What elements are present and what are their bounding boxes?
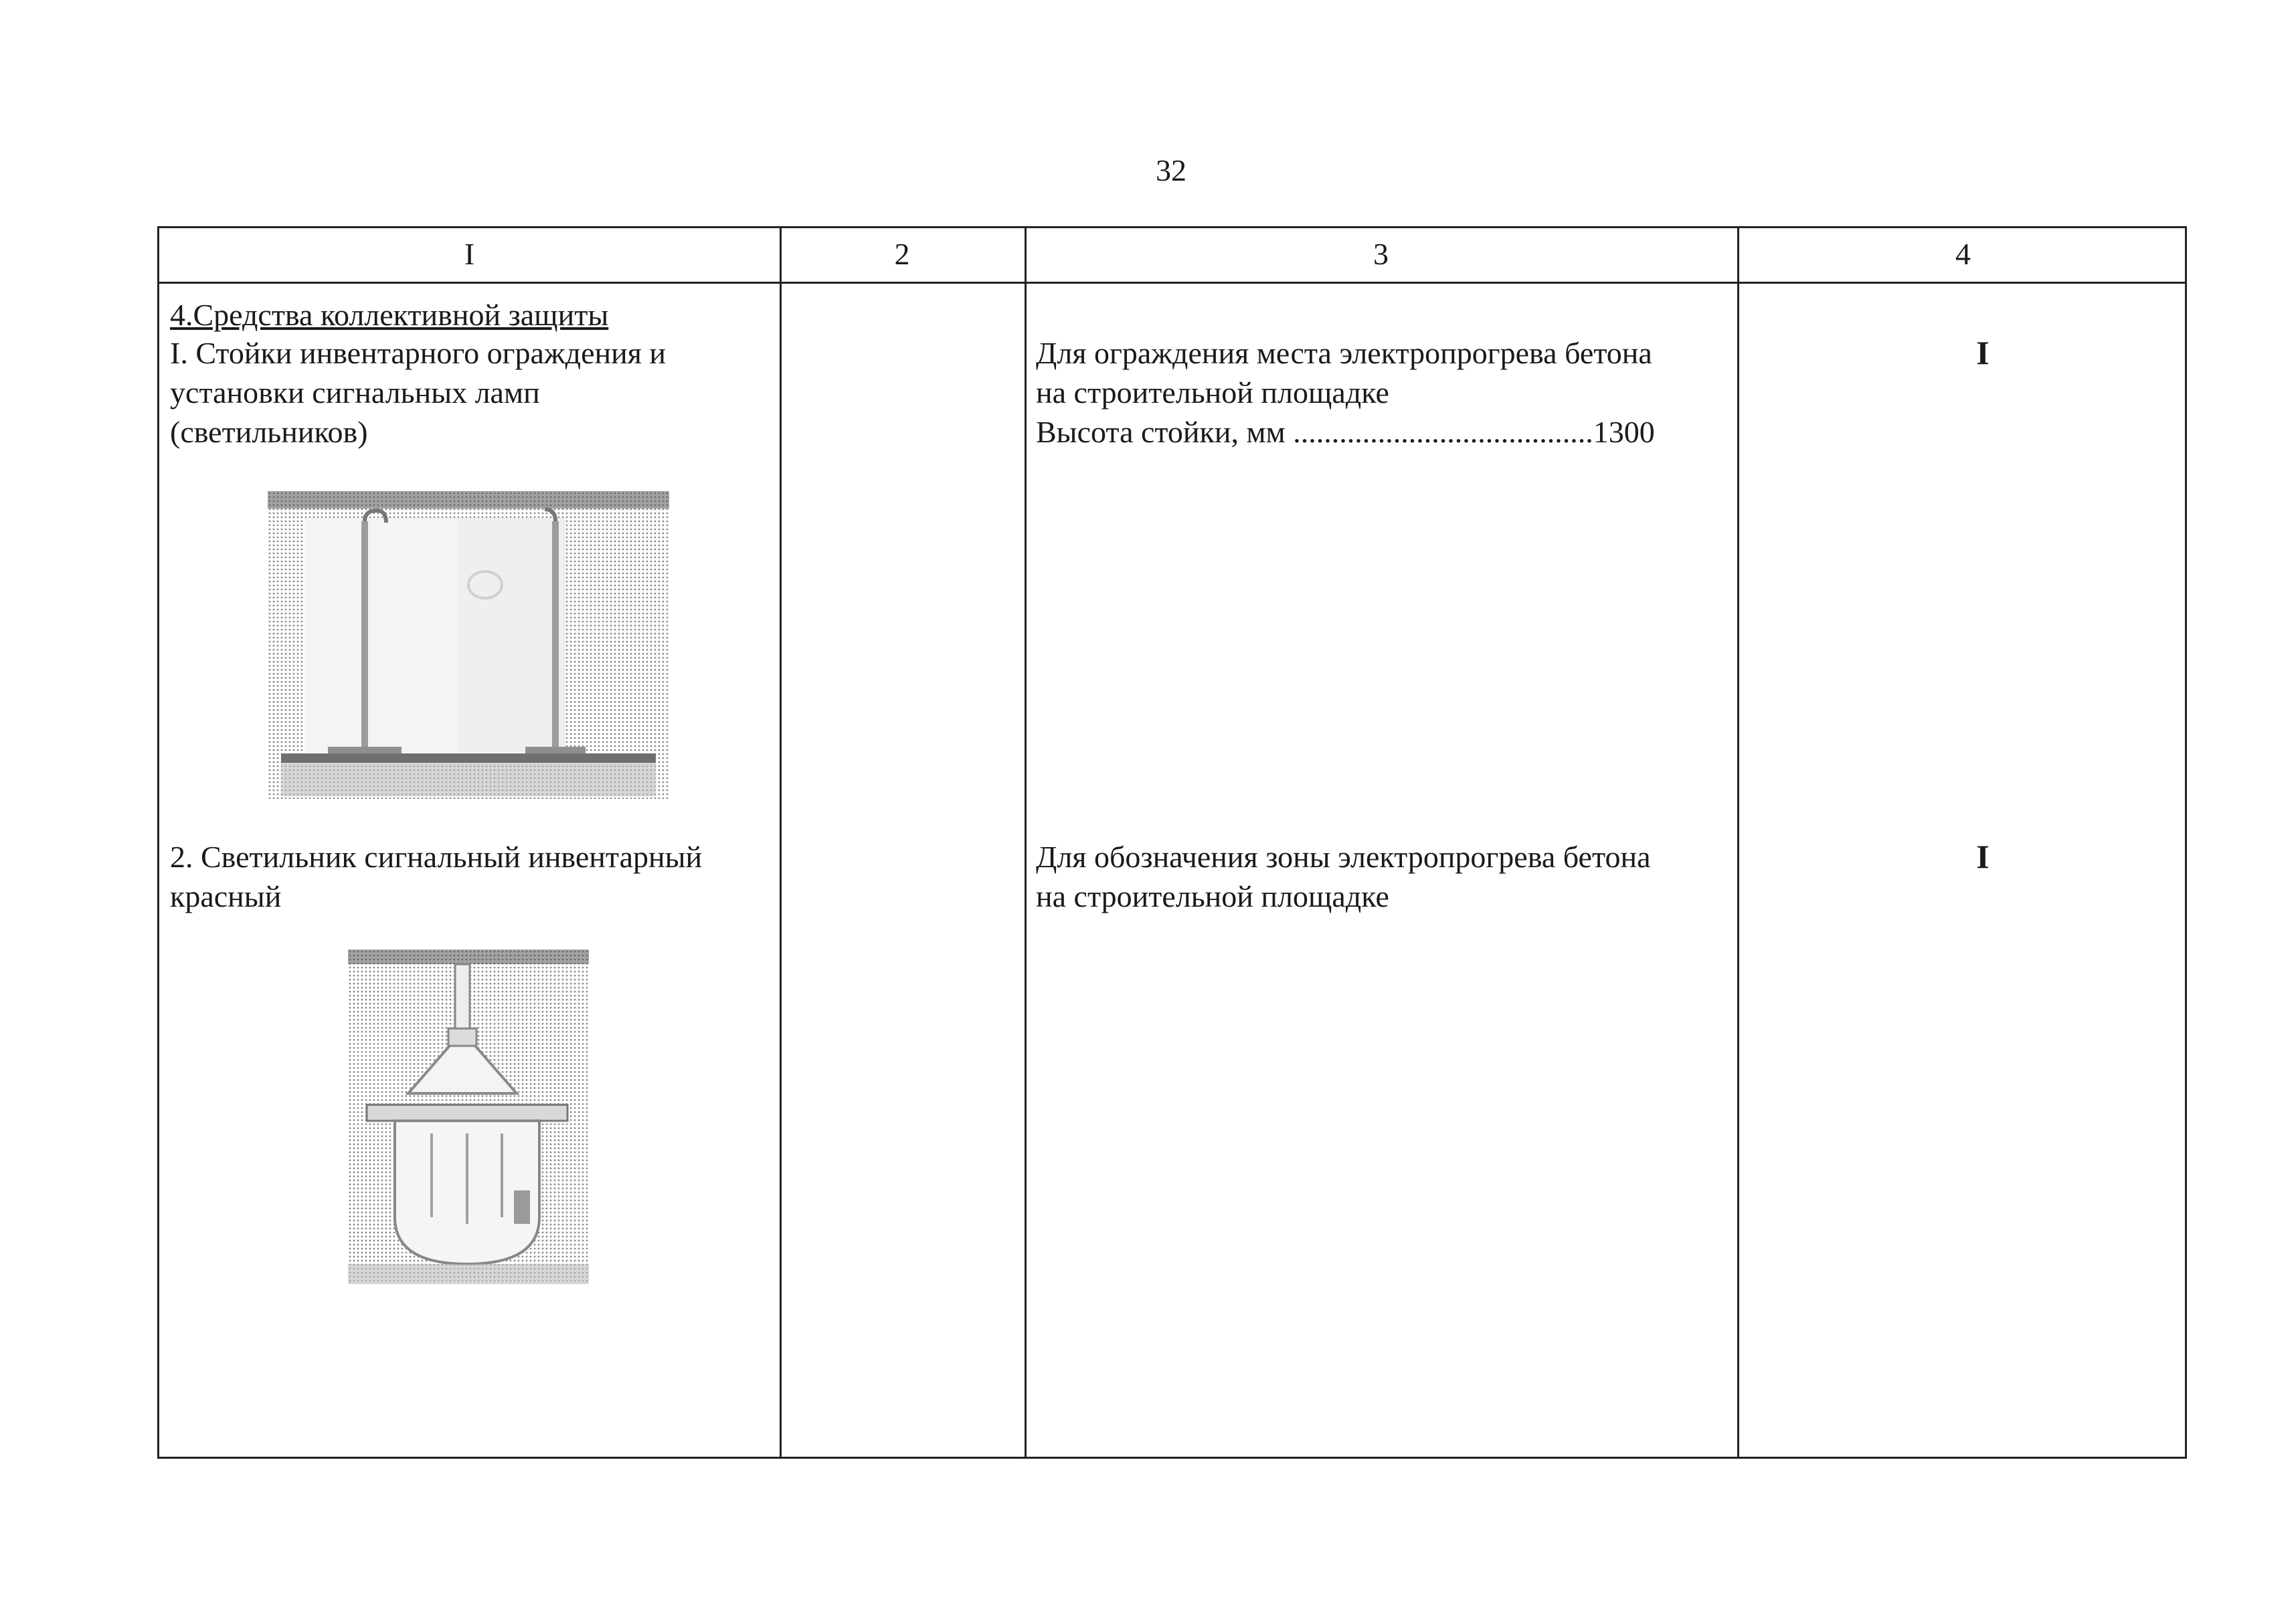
signal-lamp-icon xyxy=(348,950,589,1284)
column-header-4: 4 xyxy=(1955,237,1971,271)
fence-posts-icon xyxy=(268,491,669,799)
row1-description: Для ограждения места электропрогрева бетона на строительной площадке xyxy=(1036,336,1652,410)
column-divider xyxy=(780,228,782,1457)
row2-item-name: 2. Светильник сигнальный инвентарный красный xyxy=(170,840,703,913)
row1-item-name: I. Стойки инвентарного ограждения и установки сигнальных ламп (светильников) xyxy=(170,336,667,449)
row2-description: Для обозначения зоны электропрогрева бетона на строительной площадке xyxy=(1036,840,1651,913)
column-divider xyxy=(1737,228,1739,1457)
section-title: 4.Средства коллективной защиты xyxy=(170,298,609,332)
row1-parameter xyxy=(1036,412,1732,452)
header-divider xyxy=(159,282,2185,284)
row2-quantity: I xyxy=(1976,838,1990,875)
row1-quantity: I xyxy=(1976,334,1990,371)
column-header-2: 2 xyxy=(894,237,910,271)
column-header-1: I xyxy=(464,237,475,271)
column-divider xyxy=(1025,228,1027,1457)
equipment-table xyxy=(157,226,2187,1459)
parameter-value: 1300 xyxy=(1593,415,1655,449)
parameter-label: Высота стойки, мм xyxy=(1036,415,1286,449)
dot-leader: ....................................... xyxy=(1293,415,1593,449)
page-number: 32 xyxy=(1156,153,1186,187)
column-header-3: 3 xyxy=(1373,237,1389,271)
